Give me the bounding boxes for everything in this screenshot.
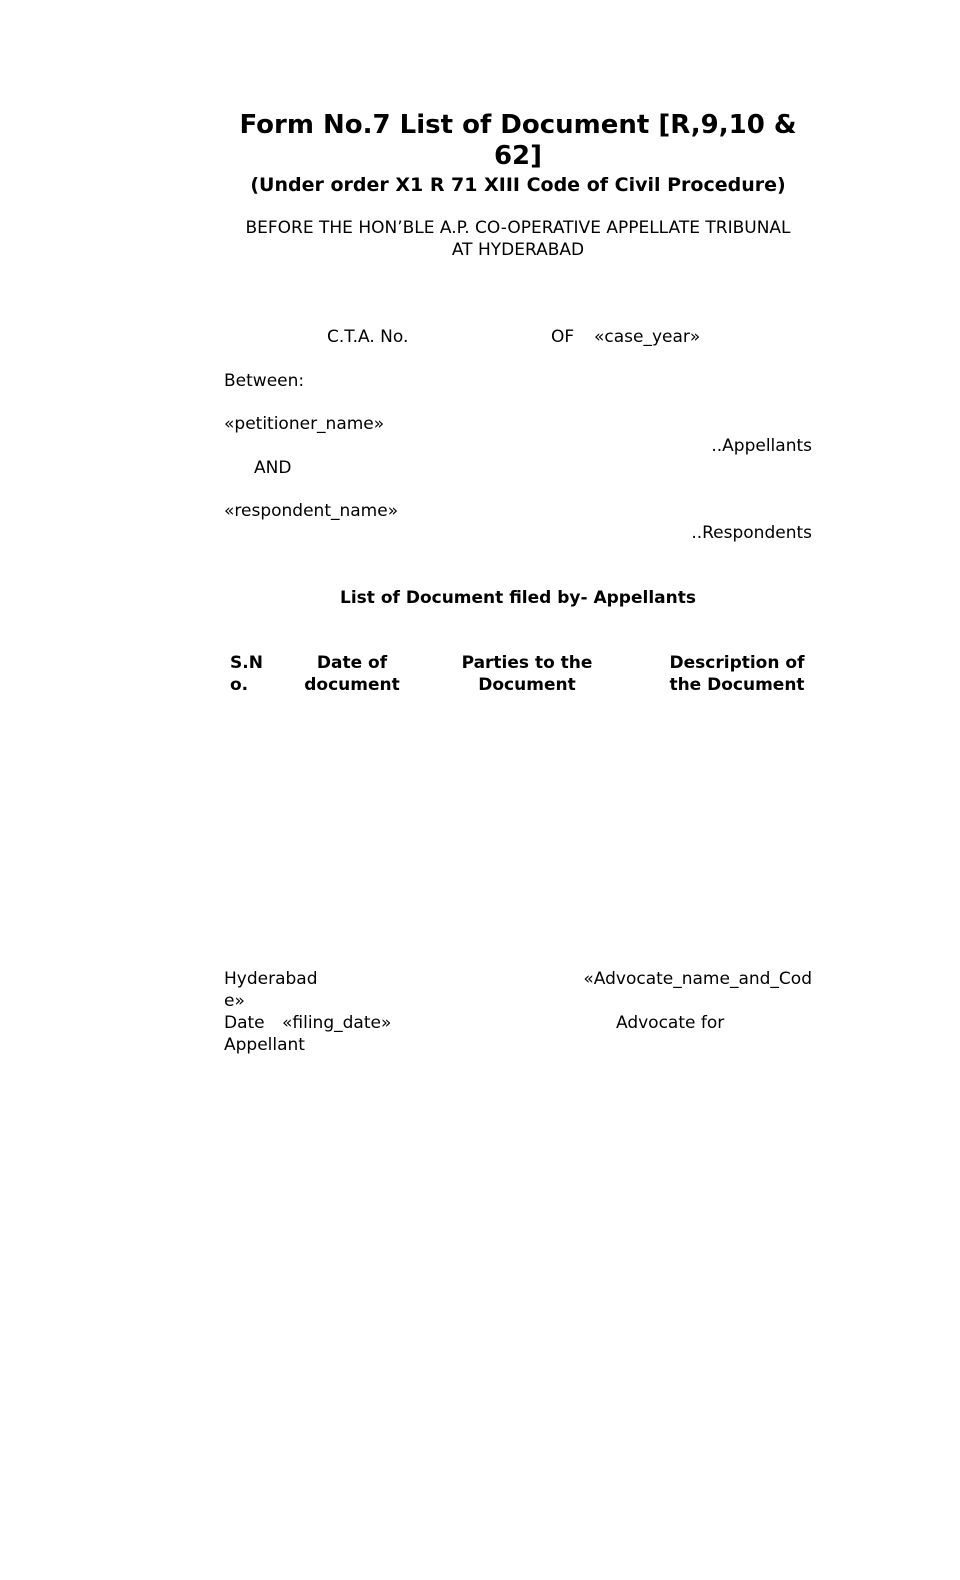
- column-header-parties: [446, 652, 608, 696]
- tribunal-heading: [224, 217, 812, 261]
- of-label: OF: [551, 327, 575, 347]
- respondents-label: ..Respondents: [691, 523, 812, 543]
- place-label-continuation: e»: [224, 991, 245, 1011]
- petitioner-name-field: «petitioner_name»: [224, 414, 385, 434]
- column-header-sno-line1: S.N: [230, 653, 263, 673]
- tribunal-name: BEFORE THE HON’BLE A.P. CO-OPERATIVE APPELLATE TRIBUNAL: [245, 218, 791, 238]
- cta-number-label: C.T.A. No.: [327, 327, 409, 347]
- column-header-parties-line2: Document: [478, 675, 576, 695]
- column-header-description-line1: Description of: [669, 653, 805, 673]
- and-label: AND: [254, 458, 292, 478]
- between-label: Between:: [224, 371, 305, 391]
- column-header-date: [290, 652, 414, 696]
- form-title: Form No.7 List of Document [R,9,10 & 62]: [239, 110, 797, 171]
- column-header-sno: [230, 652, 270, 696]
- column-header-parties-line1: Parties to the: [461, 653, 593, 673]
- advocate-for-label: Advocate for: [616, 1013, 725, 1033]
- tribunal-location: AT HYDERABAD: [451, 240, 585, 260]
- list-heading: List of Document filed by- Appellants: [340, 588, 696, 608]
- column-header-date-line2: document: [304, 675, 400, 695]
- place-label: Hyderabad: [224, 969, 318, 989]
- date-label: Date: [224, 1013, 265, 1033]
- form-subtitle: (Under order X1 R 71 XIII Code of Civil Procedure): [250, 174, 786, 196]
- case-year-field: «case_year»: [594, 327, 701, 347]
- column-header-date-line1: Date of: [316, 653, 388, 673]
- filing-date-field: «filing_date»: [282, 1013, 392, 1033]
- column-header-description-line2: the Document: [669, 675, 805, 695]
- column-header-description: [656, 652, 818, 696]
- respondent-name-field: «respondent_name»: [224, 501, 399, 521]
- column-header-sno-line2: o.: [230, 675, 249, 695]
- appellants-label: ..Appellants: [711, 436, 812, 456]
- appellant-label: Appellant: [224, 1035, 305, 1055]
- advocate-name-field: «Advocate_name_and_Cod: [583, 969, 812, 989]
